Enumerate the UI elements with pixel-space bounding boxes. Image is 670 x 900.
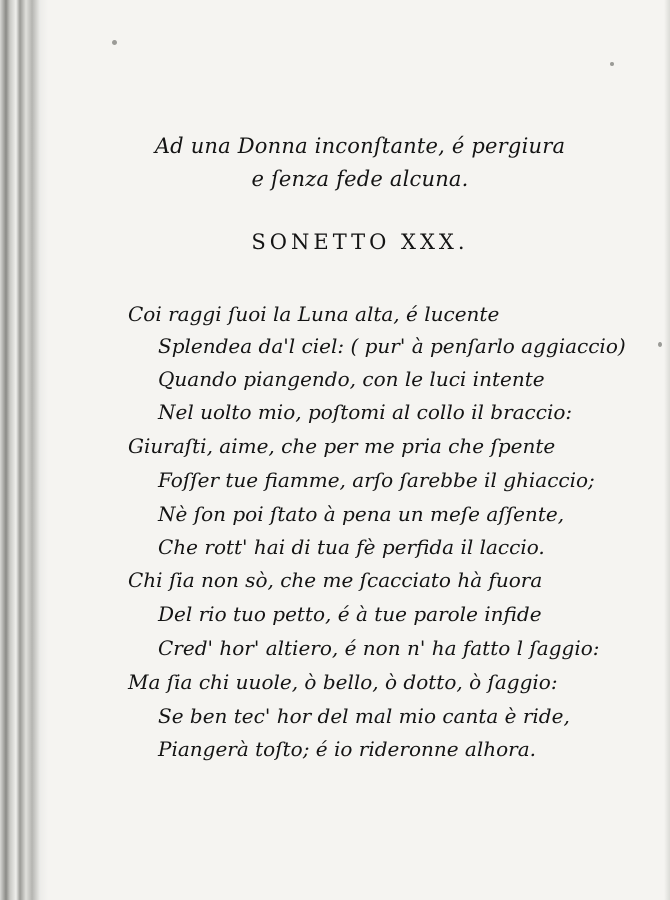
ink-speck <box>112 40 117 45</box>
poem-line: Ma ſia chi uuole, ò bello, ò dotto, ò ſaggio: <box>128 670 558 694</box>
ink-speck <box>658 342 662 347</box>
poem-title-line-2: e ſenza fede alcuna. <box>251 167 469 191</box>
poem-line: Splendea da'l ciel: ( pur' à penſarlo aggiaccio) <box>158 334 626 358</box>
poem-line: Che rott' hai di tua fè perfida il laccio. <box>158 535 545 559</box>
poem-line: Nè ſon poi ſtato à pena un meſe aſſente, <box>158 502 565 526</box>
poem-line: Piangerà toſto; é io rideronne alhora. <box>158 737 537 761</box>
poem-line: Chi ſia non sò, che me ſcacciato hà fuora <box>128 568 543 592</box>
poem-line: Foſſer tue fiamme, arſo ſarebbe il ghiaccio; <box>158 468 595 492</box>
poem-line: Coi raggi ſuoi la Luna alta, é lucente <box>128 302 500 326</box>
poem-title-line-1: Ad una Donna inconſtante, é pergiura <box>154 134 566 158</box>
poem-line: Giuraſti, aime, che per me pria che ſpente <box>128 434 556 458</box>
poem-line: Se ben tec' hor del mal mio canta è ride, <box>158 704 570 728</box>
poem-line: Cred' hor' altiero, é non n' ha fatto l ſaggio: <box>158 636 600 660</box>
poem-line: Quando piangendo, con le luci intente <box>158 367 545 391</box>
poem-line: Del rio tuo petto, é à tue parole infide <box>158 602 542 626</box>
ink-speck <box>610 62 614 66</box>
sonnet-heading: SONETTO XXX. <box>251 230 469 254</box>
poem-line: Nel uolto mio, poſtomi al collo il braccio: <box>158 400 573 424</box>
